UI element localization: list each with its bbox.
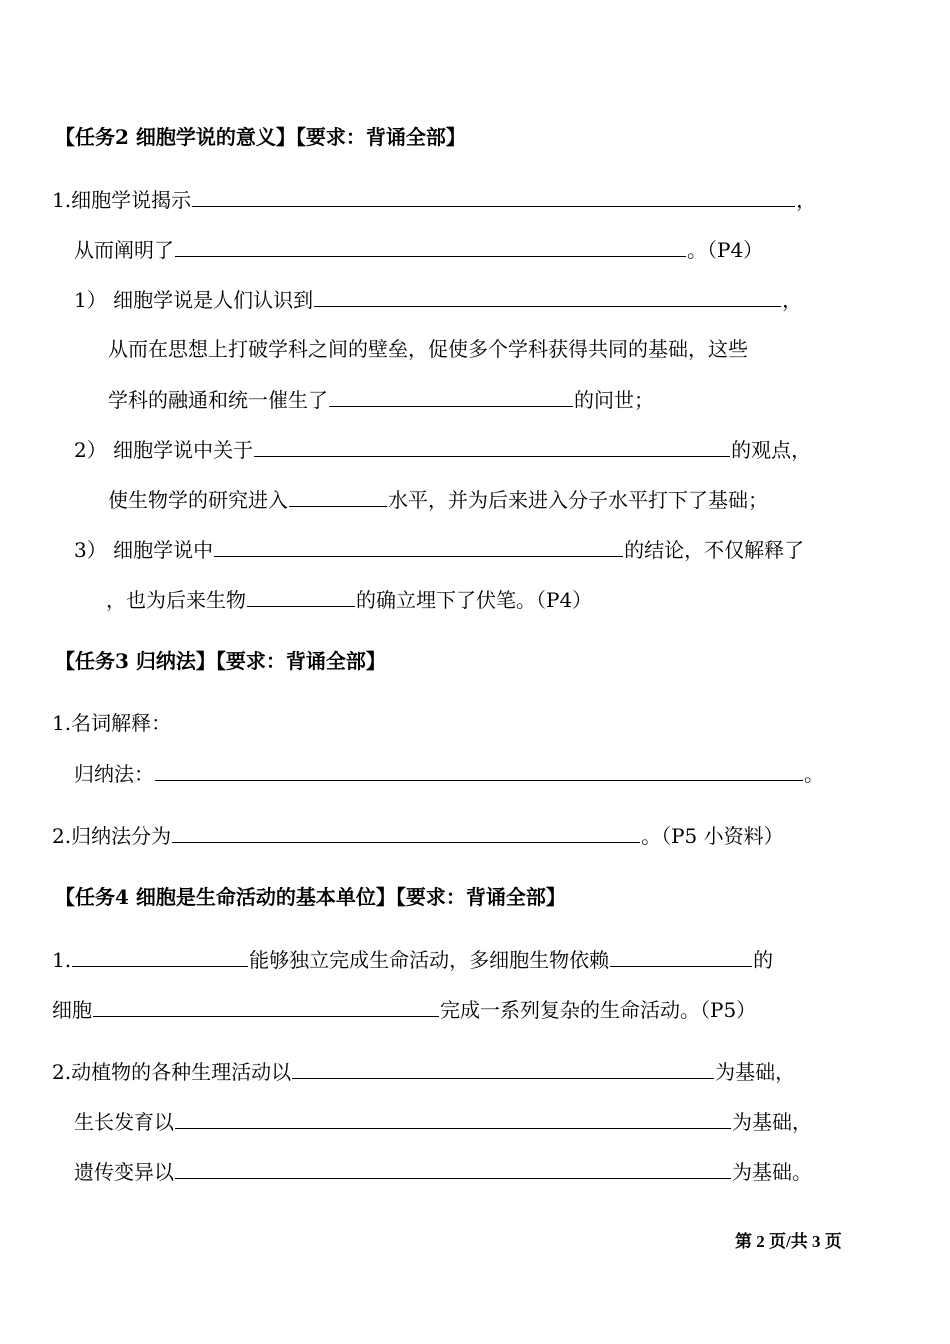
task2-heading: 【任务2 细胞学说的意义】【要求：背诵全部】 — [55, 125, 466, 149]
task2-p3-text2: ，也为后来生物 — [106, 588, 246, 612]
task4-q1-line2 — [52, 995, 950, 1023]
task3-q2-prefix: 2.归纳法分为 — [52, 824, 172, 848]
task4-q1-line1 — [52, 945, 950, 973]
task2-q1-line1 — [52, 185, 950, 213]
answer-blank[interactable] — [329, 385, 573, 407]
task2-p2-line2 — [108, 485, 950, 513]
page-number: 第 2 页/共 3 页 — [735, 1232, 842, 1251]
task2-p1-comma: ， — [782, 288, 803, 312]
answer-blank[interactable] — [292, 1057, 714, 1079]
task2-q1-text: 从而阐明了 — [74, 238, 174, 262]
task2-p1-text: 学科的融通和统一催生了 — [108, 388, 328, 412]
task2-p3-text: 的结论，不仅解释了 — [624, 538, 805, 562]
task4-q2-basis1: 为基础， — [715, 1060, 796, 1084]
task2-p3-line2 — [106, 585, 950, 613]
answer-blank[interactable] — [172, 821, 640, 843]
answer-blank[interactable] — [175, 1107, 731, 1129]
task2-q1-prefix: 1.细胞学说揭示 — [52, 188, 192, 212]
task3-q2-ref: 。（P5 小资料） — [641, 824, 784, 848]
task3-def-label: 归纳法： — [74, 762, 154, 786]
task2-p2-end: 的观点， — [731, 438, 812, 462]
task2-p3-ref: 的确立埋下了伏笔。（P4） — [356, 588, 593, 612]
task3-definition — [74, 759, 950, 787]
answer-blank[interactable] — [314, 285, 781, 307]
answer-blank[interactable] — [214, 535, 623, 557]
task3-def-end: 。 — [804, 762, 824, 786]
task4-q2-heredity: 遗传变异以 — [74, 1160, 174, 1184]
task4-q2-basis3: 为基础。 — [732, 1160, 812, 1184]
task4-q2-line1 — [52, 1057, 950, 1085]
task4-q1-text: 能够独立完成生命活动，多细胞生物依赖 — [249, 948, 610, 972]
answer-blank[interactable] — [175, 235, 686, 257]
task2-p1-line1 — [74, 285, 950, 313]
task2-q1-comma: ， — [796, 188, 817, 212]
task3-q1: 1.名词解释： — [52, 711, 172, 735]
task2-p2-text: 使生物学的研究进入 — [108, 488, 288, 512]
task2-p2-prefix: 2） 细胞学说中关于 — [74, 438, 254, 462]
task2-p2-line1 — [74, 435, 950, 463]
task4-q2-line2 — [74, 1107, 950, 1135]
task4-q2-prefix: 2.动植物的各种生理活动以 — [52, 1060, 292, 1084]
task2-p2-end2: 水平，并为后来进入分子水平打下了基础； — [388, 488, 768, 512]
answer-blank[interactable] — [289, 485, 387, 507]
answer-blank[interactable] — [175, 1157, 731, 1179]
task2-p1-line3 — [108, 385, 950, 413]
task2-p3-prefix: 3） 细胞学说中 — [74, 538, 214, 562]
task4-q1-end: 完成一系列复杂的生命活动。（P5） — [440, 998, 757, 1022]
task2-q1-ref: 。（P4） — [687, 238, 764, 262]
answer-blank[interactable] — [93, 995, 439, 1017]
task2-p3-line1 — [74, 535, 950, 563]
task4-q2-line3 — [74, 1157, 950, 1185]
task2-p1-end: 的问世； — [574, 388, 654, 412]
task4-heading: 【任务4 细胞是生命活动的基本单位】【要求：背诵全部】 — [55, 885, 566, 909]
task2-p1-prefix: 1） 细胞学说是人们认识到 — [74, 288, 314, 312]
answer-blank[interactable] — [192, 185, 795, 207]
task3-heading: 【任务3 归纳法】【要求：背诵全部】 — [55, 649, 386, 673]
task2-q1-line2 — [74, 235, 950, 263]
task4-q2-basis2: 为基础， — [732, 1110, 812, 1134]
answer-blank[interactable] — [72, 945, 248, 967]
answer-blank[interactable] — [247, 585, 355, 607]
answer-blank[interactable] — [155, 759, 803, 781]
answer-blank[interactable] — [254, 435, 730, 457]
task4-q1-de: 的 — [753, 948, 774, 972]
answer-blank[interactable] — [610, 945, 752, 967]
task4-q1-cell: 细胞 — [52, 998, 92, 1022]
task4-q2-growth: 生长发育以 — [74, 1110, 174, 1134]
task3-q2 — [52, 821, 950, 849]
task2-p1-line2: 从而在思想上打破学科之间的壁垒，促使多个学科获得共同的基础，这些 — [108, 337, 748, 361]
task4-q1-num: 1. — [52, 948, 72, 972]
